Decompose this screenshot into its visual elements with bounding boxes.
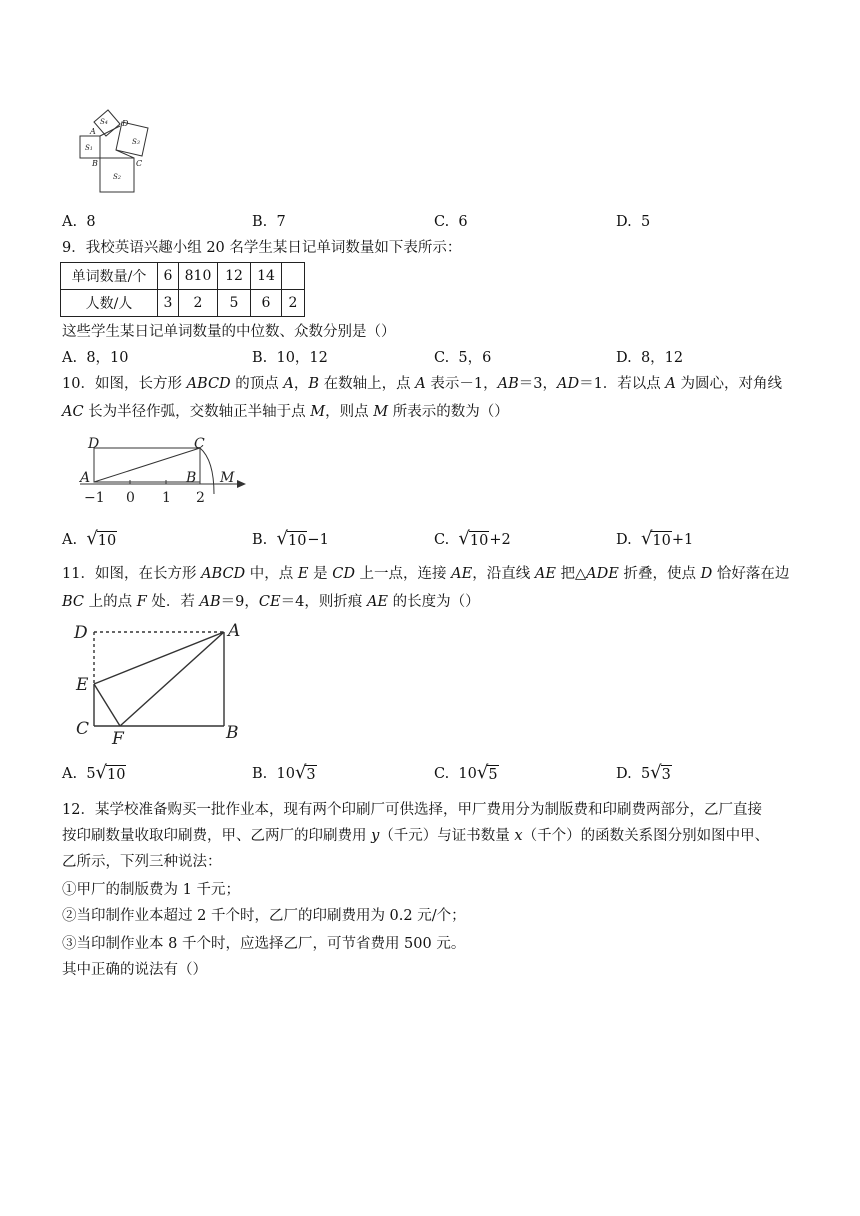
diagonal-ac: [94, 448, 200, 482]
q10-stem-line2: AC 长为半径作弧，交数轴正半轴于点 M，则点 M 所表示的数为（）: [62, 404, 509, 420]
svg-text:C: C: [194, 436, 205, 452]
q11-option-c[interactable]: C. 10 √ 5: [434, 762, 498, 783]
svg-text:C: C: [76, 719, 90, 739]
q10-option-b[interactable]: B. √ 10 −1: [252, 528, 329, 549]
arc: [200, 448, 214, 494]
q9-stem: 9．我校英语兴趣小组 20 名学生某日记单词数量如下表所示：: [62, 240, 462, 256]
q10-option-d[interactable]: D. √ 10 +1: [616, 528, 694, 549]
q8-option-d[interactable]: D. 5: [616, 214, 651, 230]
q9-question: 这些学生某日记单词数量的中位数、众数分别是（）: [62, 324, 396, 340]
crease-ae: [94, 632, 224, 684]
q11-stem-line1: 11．如图，在长方形 ABCD 中，点 E 是 CD 上一点，连接 AE，沿直线 AE 把△ADE 折叠，使点 D 恰好落在边: [62, 566, 790, 582]
svg-text:1: 1: [162, 490, 171, 506]
svg-text:D: D: [88, 436, 100, 452]
q12-statement-1: ①甲厂的制版费为 1 千元；: [62, 882, 240, 898]
svg-text:0: 0: [126, 490, 135, 506]
svg-text:D: D: [74, 623, 88, 643]
q10-option-c[interactable]: C. √ 10 +2: [434, 528, 511, 549]
q12-question: 其中正确的说法有（）: [62, 962, 207, 978]
q10-option-a[interactable]: A. √ 10: [62, 528, 117, 549]
q12-stem-line2: 按印刷数量收取印刷费，甲、乙两厂的印刷费用 y（千元）与证书数量 x（千个）的函数关系图分别如图中甲、: [62, 828, 770, 844]
svg-text:F: F: [112, 729, 124, 746]
svg-text:D: D: [122, 119, 129, 128]
svg-text:C: C: [136, 159, 143, 168]
q8-figure: [74, 104, 166, 196]
svg-text:S2: S2: [113, 173, 121, 181]
q8-option-c[interactable]: C. 6: [434, 214, 468, 230]
q12-statement-2: ②当印制作业本超过 2 千个时，乙厂的印刷费用为 0.2 元/个；: [62, 908, 466, 924]
svg-text:−1: −1: [84, 490, 105, 506]
q12-stem-line1: 12．某学校准备购买一批作业本，现有两个印刷厂可供选择，甲厂费用分为制版费和印刷费两部分，乙厂直接: [62, 802, 762, 818]
svg-text:A: A: [80, 470, 91, 486]
q11-stem-line2: BC 上的点 F 处．若 AB＝9，CE＝4，则折痕 AE 的长度为（）: [62, 594, 480, 610]
svg-text:B: B: [92, 159, 98, 168]
svg-text:M: M: [220, 470, 235, 486]
q12-stem-line3: 乙所示，下列三种说法：: [62, 854, 222, 870]
table-row: 单词数量/个 6 810 12 14: [61, 263, 305, 290]
q9-option-d[interactable]: D. 8，12: [616, 350, 684, 366]
svg-text:S4: S4: [100, 118, 108, 126]
q11-option-b[interactable]: B. 10 √ 3: [252, 762, 316, 783]
segment-af: [120, 632, 224, 726]
q10-stem-line1: 10．如图，长方形 ABCD 的顶点 A，B 在数轴上，点 A 表示－1，AB＝3，AD＝1．若以点 A 为圆心，对角线: [62, 376, 783, 392]
q9-option-c[interactable]: C. 5，6: [434, 350, 492, 366]
q11-option-d[interactable]: D. 5 √ 3: [616, 762, 671, 783]
svg-text:B: B: [226, 723, 239, 743]
segment-ef: [94, 684, 120, 726]
q8-option-a[interactable]: A. 8: [62, 214, 96, 230]
q11-fold-figure: [72, 618, 248, 746]
svg-text:S1: S1: [85, 144, 93, 152]
svg-text:B: B: [186, 470, 197, 486]
svg-text:A: A: [90, 127, 96, 136]
table-row: 人数/人 3 2 5 6 2: [61, 290, 305, 317]
q11-option-a[interactable]: A. 5 √ 10: [62, 762, 126, 783]
q9-option-a[interactable]: A. 8，10: [62, 350, 129, 366]
svg-text:S3: S3: [132, 138, 140, 146]
svg-text:2: 2: [196, 490, 205, 506]
axis-arrow-icon: [237, 480, 246, 488]
q9-option-b[interactable]: B. 10，12: [252, 350, 328, 366]
svg-text:A: A: [228, 621, 241, 641]
q9-word-table: [60, 262, 305, 317]
q10-number-line-figure: [76, 436, 252, 508]
q12-statement-3: ③当印制作业本 8 千个时，应选择乙厂，可节省费用 500 元。: [62, 936, 466, 952]
q8-option-b[interactable]: B. 7: [252, 214, 286, 230]
svg-text:E: E: [76, 675, 89, 695]
